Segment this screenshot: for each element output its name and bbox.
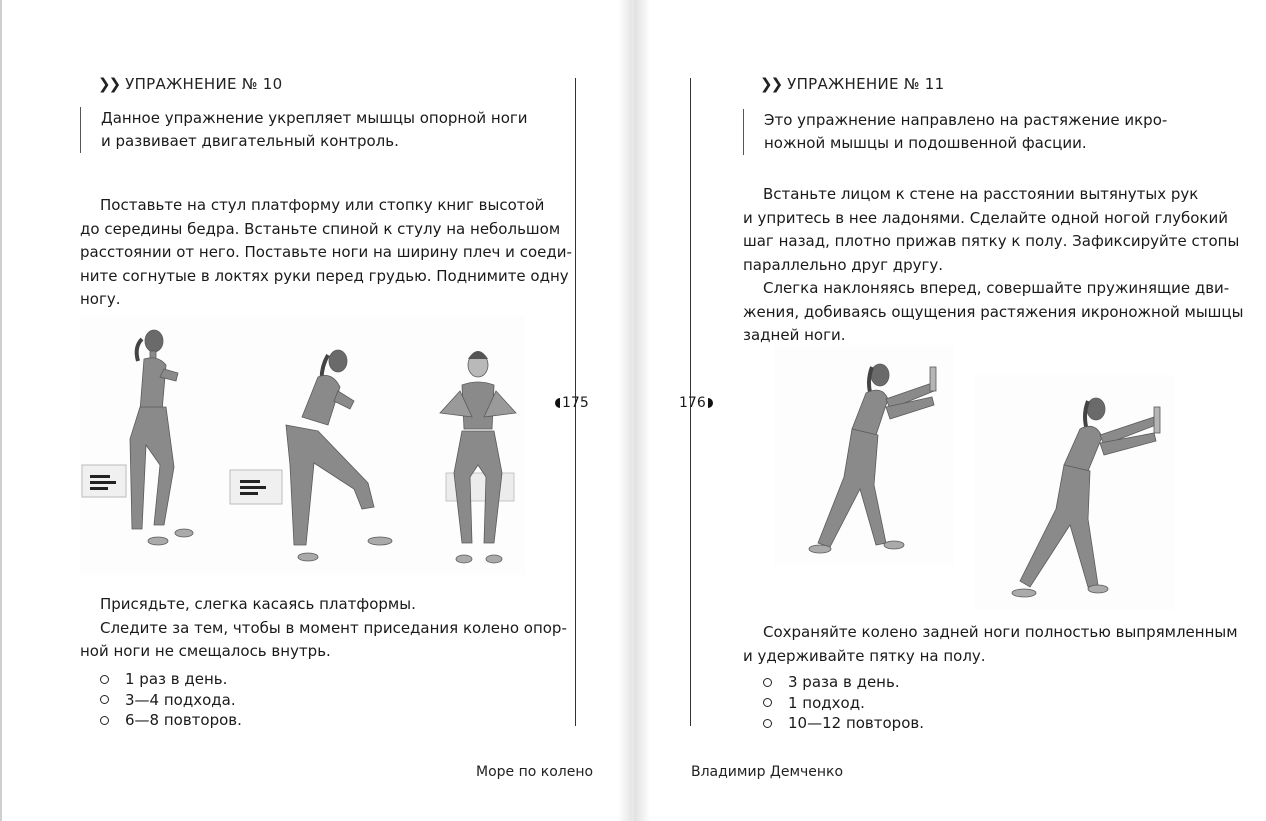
bullet-circle-icon: [763, 678, 772, 687]
page-number: [679, 395, 713, 411]
exercise-heading: [760, 75, 944, 93]
text-line: до середины бедра. Встаньте спиной к стулу на небольшом: [80, 219, 561, 238]
heading-marker: ❯❯: [760, 75, 782, 93]
list-item-text: 6—8 повторов.: [125, 711, 242, 729]
list-item: [763, 693, 924, 714]
bullet-circle-icon: [763, 698, 772, 707]
text-line: параллельно друг другу.: [743, 255, 944, 274]
page-number-text: 175: [562, 395, 589, 411]
bullet-circle-icon: [100, 695, 109, 704]
platform-box: [82, 465, 126, 497]
list-item-text: 10—12 повторов.: [788, 714, 924, 732]
exercise-heading: [98, 75, 282, 93]
left-page: [0, 0, 632, 821]
intro-line: ножной мышцы и подошвенной фасции.: [764, 134, 1087, 152]
exercise-11-photo: [774, 345, 1174, 610]
intro-block: [743, 109, 1167, 155]
list-item: [763, 713, 924, 734]
intro-block: [80, 107, 528, 153]
platform-box: [230, 470, 282, 504]
text-line: Поставьте на стул платформу или стопку книг высотой: [100, 196, 545, 214]
list-item-text: 1 подход.: [788, 693, 865, 712]
heading-text: УПРАЖНЕНИЕ № 11: [787, 75, 945, 93]
text-line: шаг назад, плотно прижав пятку к полу. Зафиксируйте стопы: [743, 232, 1240, 250]
half-circle-icon: [708, 398, 713, 408]
text-line: Сохраняйте колено задней ноги полностью выпрямленным: [763, 623, 1238, 641]
text-line: задней ноги.: [743, 326, 846, 344]
text-line: Встаньте лицом к стене на расстоянии вытянутых рук: [763, 185, 1199, 203]
text-line: Присядьте, слегка касаясь платформы.: [100, 595, 416, 613]
list-item: [100, 710, 242, 731]
after-photo-paragraph: [743, 621, 1238, 668]
gutter-shadow: [618, 0, 632, 821]
right-page: [634, 0, 1266, 821]
page-number-text: 176: [679, 395, 706, 411]
running-footer: Владимир Демченко: [691, 764, 844, 780]
text-line: Следите за тем, чтобы в момент приседания колено опор-: [100, 618, 567, 637]
half-circle-icon: [555, 398, 560, 408]
gutter-shadow: [634, 0, 650, 821]
list-item-text: 1 раз в день.: [125, 670, 228, 688]
intro-line: Это упражнение направлено на растяжение икро-: [764, 111, 1168, 129]
text-line: Слегка наклоняясь вперед, совершайте пружинящие дви-: [763, 279, 1230, 297]
bullet-circle-icon: [100, 675, 109, 684]
text-line: и упритесь в нее ладонями. Сделайте одной ногой глубокий: [743, 208, 1228, 227]
list-item: [100, 690, 242, 711]
text-line: ной ноги не смещалось внутрь.: [80, 642, 331, 660]
exercise-10-photo: [80, 315, 525, 575]
heading-marker: ❯❯: [98, 75, 120, 93]
dosage-list: [100, 669, 242, 731]
running-footer: Море по колено: [476, 764, 594, 780]
list-item: [100, 669, 242, 690]
text-line: ните согнутые в локтях руки перед грудью. Поднимите одну: [80, 266, 569, 285]
intro-line: Данное упражнение укрепляет мышцы опорной ноги: [101, 109, 528, 127]
after-photo-paragraph: [80, 593, 567, 664]
intro-line: и развивает двигательный контроль.: [101, 132, 399, 150]
bullet-circle-icon: [100, 716, 109, 725]
instructions-paragraph: [743, 183, 1244, 348]
text-line: ногу.: [80, 290, 121, 308]
text-line: расстоянии от него. Поставьте ноги на ширину плеч и соеди-: [80, 243, 572, 261]
list-item-text: 3 раза в день.: [788, 673, 900, 691]
instructions-paragraph: [80, 194, 572, 312]
list-item-text: 3—4 подхода.: [125, 690, 236, 709]
page-number: [555, 395, 589, 411]
bullet-circle-icon: [763, 719, 772, 728]
heading-text: УПРАЖНЕНИЕ № 10: [125, 75, 283, 93]
dosage-list: [763, 672, 924, 734]
list-item: [763, 672, 924, 693]
text-line: жения, добиваясь ощущения растяжения икроножной мышцы: [743, 302, 1244, 321]
text-line: и удерживайте пятку на полу.: [743, 646, 986, 665]
